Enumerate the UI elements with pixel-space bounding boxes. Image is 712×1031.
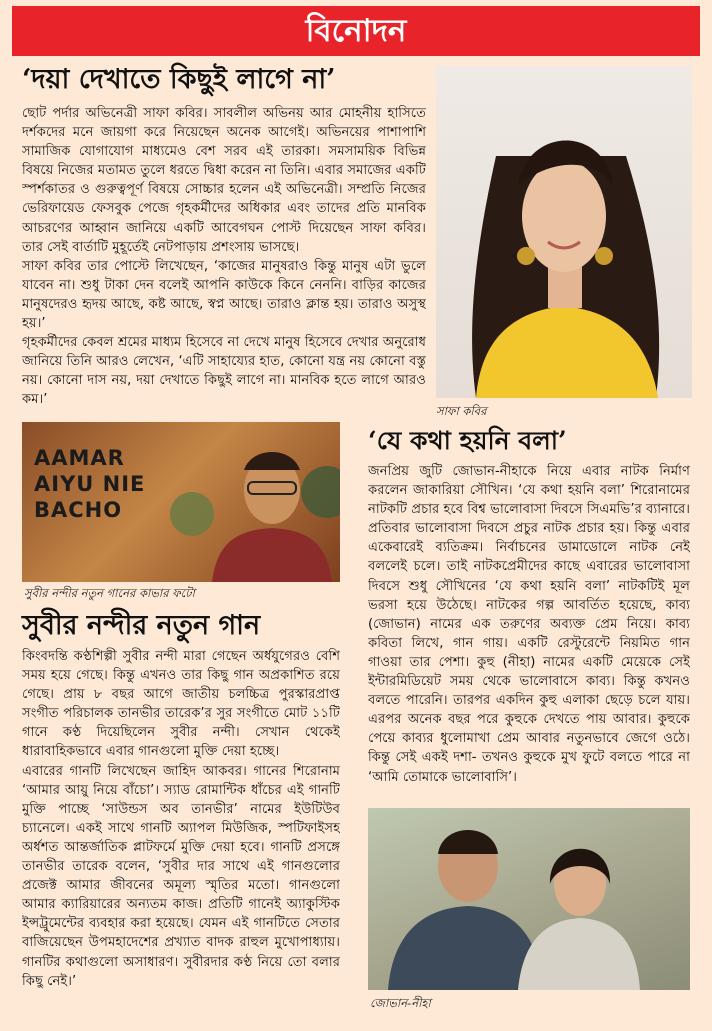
section-banner: বিনোদন bbox=[12, 6, 700, 56]
article3-paragraph: এবারের গানটি লিখেছেন জাহিদ আকবর। গানের শিরোনাম ‘আমার আয়ু নিয়ে বাঁচো’। স্যাড রোমান্টিক ধাঁচের এই গানটি মুক্তি পাচ্ছে ‘সাউন্ডস অব তানভীর’ নামের ইউটিউব চ্যানেলে। একই সাথে গানটি অ্যাপল মিউজিক, স্পটিফাইসহ অর্ধশত আন্তর্জাতিক প্লাটফর্মে মুক্তি দেয়া হবে। গানটি প্রসঙ্গে তানভীর তারেক বলেন, ‘সুবীর দার সাথে এই গানগুলোর প্রজেক্ট আমার জীবনের অমূল্য স্মৃতির মতো। গানগুলো আমার ক্যারিয়ারের অন্যতম কাজ। প্রতিটি গানেই অ্যাকুস্টিক ইন্সট্রুমেন্টের ব্যবহার করা হয়েছে। যেমন এই গানটিতে সেতার বাজিয়েছেন উপমহাদেশের প্রখ্যাত বাদক রাহুল মুখোপাধ্যায়। গানটির কথাগুলো অসাধারণ। সুবীরদার কণ্ঠ নিয়ে তো বলার কিছু নেই।’ bbox=[22, 763, 340, 989]
article1-headline: ‘দয়া দেখাতে কিছুই লাগে না’ bbox=[22, 64, 336, 95]
cover-illustration bbox=[22, 422, 340, 582]
article3-body bbox=[22, 647, 340, 1012]
article1-paragraph: সাফা কবির তার পোস্টে লিখেছেন, ‘কাজের মানুষরাও কিন্তু মানুষ এটা ভুলে যাবেন না। শুধু টাকা দেন বলেই আপনি কাউকে কিনে নেননি। বাড়ির কাজের মানুষদেরও হৃদয় আছে, কষ্ট আছে, স্বপ্ন আছে। তারাও ক্লান্ত হয়। তারাও অসুস্থ হয়।’ bbox=[22, 258, 426, 332]
cover-title-line: BACHO bbox=[34, 498, 123, 522]
cover-title-line: AAMAR bbox=[34, 446, 125, 470]
article2-headline: ‘যে কথা হয়নি বলা’ bbox=[368, 426, 567, 455]
article2-body bbox=[368, 462, 690, 800]
article1-paragraph: গৃহকর্মীদের কেবল শ্রমের মাধ্যম হিসেবে না দেখে মানুষ হিসেবে দেখার অনুরোধ জানিয়ে তিনি আরও লেখেন, ‘এটি সাহায্যের হাত, কোনো যন্ত্র নয় কোনো বস্তু নয়। কোনো দাস নয়, দয়া দেখাতে কিছুই লাগে না। মানবিক হতে লাগে আরও কম।’ bbox=[22, 335, 426, 408]
cover-title-line: AIYU NIE bbox=[34, 472, 146, 496]
couple-illustration bbox=[368, 808, 690, 990]
article1-photo-caption: সাফা কবির bbox=[436, 404, 487, 418]
article3-paragraph: কিংবদন্তি কণ্ঠশিল্পী সুবীর নন্দী মারা গেছেন অর্ধযুগেরও বেশি সময় হয়ে গেছে। কিন্তু এখনও তার কিছু গান অপ্রকাশিত রয়ে গেছে। প্রায় ৮ বছর আগে জাতীয় চলচ্চিত্র পুরস্কারপ্রাপ্ত সংগীত পরিচালক তানভীর তারেক’র সুর সংগীতে মোট ১১টি গানে কণ্ঠ দিয়েছিলেন সুবীর নন্দী। সেখান থেকেই ধারাবাহিকভাবে এবার গানগুলো মুক্তি দেয়া হচ্ছে। bbox=[22, 649, 340, 760]
article1-body bbox=[22, 104, 426, 412]
article2-paragraph: জনপ্রিয় জুটি জোভান-নীহাকে নিয়ে এবার নাটক নির্মাণ করলেন জাকারিয়া সৌখিন। ‘যে কথা হয়নি বলা’ শিরোনামের নাটকটি প্রচার হবে বিশ্ব ভালোবাসা দিবসে সিএমভি’র ব্যানারে। প্রতিবার ভালোবাসা দিবসে প্রচুর নাটক প্রচার হয়। কিন্তু এবার একেবারেই ব্যতিক্রম। নির্বাচনের ডামাডোলে নাটক নেই বললেই চলে। তাই নাটকপ্রেমীদের কাছে এবারের ভালোবাসা দিবসে শুধু সৌখিনের ‘যে কথা হয়নি বলা’ নাটকটিই মূল ভরসা হয়ে উঠেছে। নাটকের গল্প আবর্তিত হয়েছে, কাব্য (জোভান) নামের এক তরুণের অব্যক্ত প্রেম নিয়ে। কাব্য কবিতা লিখে, গান গায়। একটি রেস্টুরেন্টে নিয়মিত গান গাওয়া তার পেশা। কুহু (নীহা) নামের একটি মেয়েকে সেই ইন্টারমিডিয়েট সময় থেকে ভালোবাসে কাব্য। কিন্তু কখনও বলতে পারেনি। তারপর একদিন কুহু এলাকা ছেড়ে চলে যায়। এরপর অনেক বছর পরে কুহুকে দেখতে পায় আবার। কুহুকে পেয়ে কাব্যর ধুলোমাখা প্রেম আবার নতুনভাবে জেগে ওঠে। কিন্তু সেই একই দশা- তখনও কুহুকে মুখ ফুটে বলতে পারে না ‘আমি তোমাকে ভালোবাসি’। bbox=[368, 464, 690, 785]
article1-paragraph: ছোট পর্দার অভিনেত্রী সাফা কবির। সাবলীল অভিনয় আর মোহনীয় হাসিতে দর্শকদের মনে জায়গা করে নিয়েছেন অনেক আগেই। অভিনয়ের পাশাপাশি সামাজিক যোগাযোগ মাধ্যমেও বেশ সরব এই তারকা। সমসাময়িক বিভিন্ন বিষয়ে নিজের মতামত তুলে ধরতে দ্বিধা করেন না তিনি। এবার সমাজের একটি স্পর্শকাতর ও গুরুত্বপূর্ণ বিষয়ে সোচ্চার হলেন এই অভিনেত্রী। সম্প্রতি নিজের ভেরিফায়েড ফেসবুক পেজে গৃহকর্মীদের অধিকার এবং তাদের প্রতি মানবিক আচরণের আহ্বান জানিয়ে একটি আবেগঘন পোস্ট দিয়েছেন সাফা কবির। তার সেই বার্তাটি মুহূর্তেই নেটপাড়ায় প্রশংসায় ভাসছে। bbox=[22, 106, 426, 255]
article2-photo-caption: জোভান-নীহা bbox=[370, 996, 431, 1010]
article3-photo-caption: সুবীর নন্দীর নতুন গানের কাভার ফটো bbox=[24, 586, 195, 600]
song-cover-photo bbox=[22, 422, 340, 582]
safa-kabir-photo bbox=[436, 66, 692, 398]
jovan-niha-photo bbox=[368, 808, 690, 990]
article3-headline: সুবীর নন্দীর নতুন গান bbox=[22, 610, 261, 641]
portrait-illustration bbox=[436, 66, 692, 398]
